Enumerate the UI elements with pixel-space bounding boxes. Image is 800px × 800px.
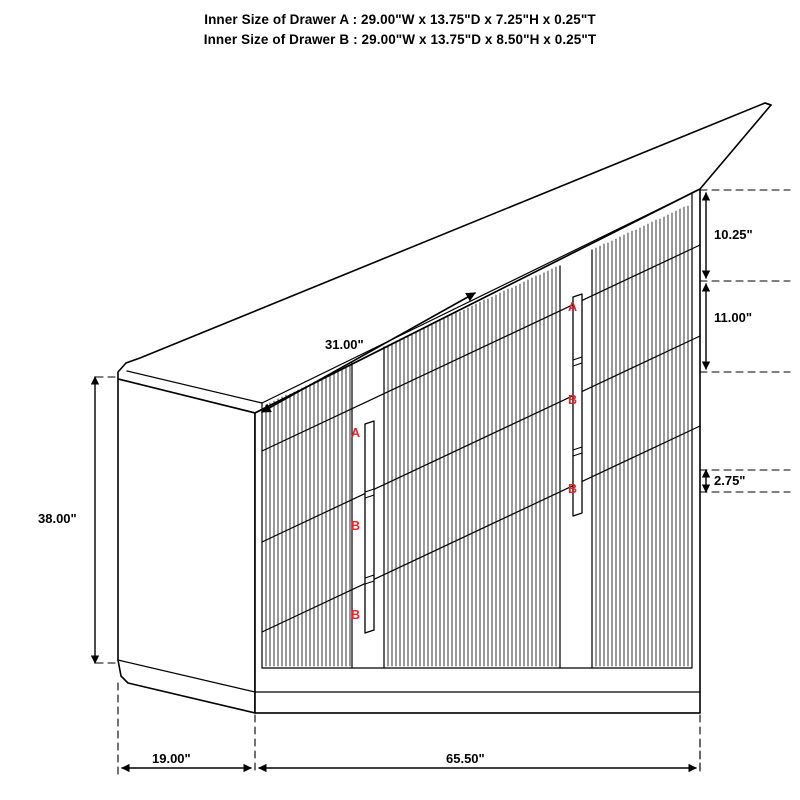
label-right-10: 10.25": [714, 227, 753, 242]
label-right-275: 2.75": [714, 473, 746, 488]
drawer-a-size-line: Inner Size of Drawer A : 29.00"W x 13.75"D x 7.25"H x 0.25"T: [204, 12, 596, 27]
drawer-letter-right-b1: B: [568, 393, 578, 407]
label-height-38: 38.00": [38, 511, 77, 526]
label-width-19: 19.00": [152, 751, 191, 766]
drawer-letter-front-b2: B: [351, 608, 361, 622]
drawer-letter-right-b2: B: [568, 482, 578, 496]
drawer-letter-front-b1: B: [351, 519, 361, 533]
drawer-b-size-line: Inner Size of Drawer B : 29.00"W x 13.75"D x 8.50"H x 0.25"T: [203, 32, 597, 47]
handle-front-left: [365, 421, 374, 633]
dimension-height-38: [95, 377, 120, 663]
label-width-65: 65.50": [446, 751, 485, 766]
drawer-letter-front-a: A: [351, 426, 361, 440]
label-depth-31: 31.00": [325, 337, 364, 352]
drawer-letter-right-a: A: [568, 300, 578, 314]
label-right-11: 11.00": [714, 310, 752, 325]
cabinet-left-side: [118, 379, 255, 713]
